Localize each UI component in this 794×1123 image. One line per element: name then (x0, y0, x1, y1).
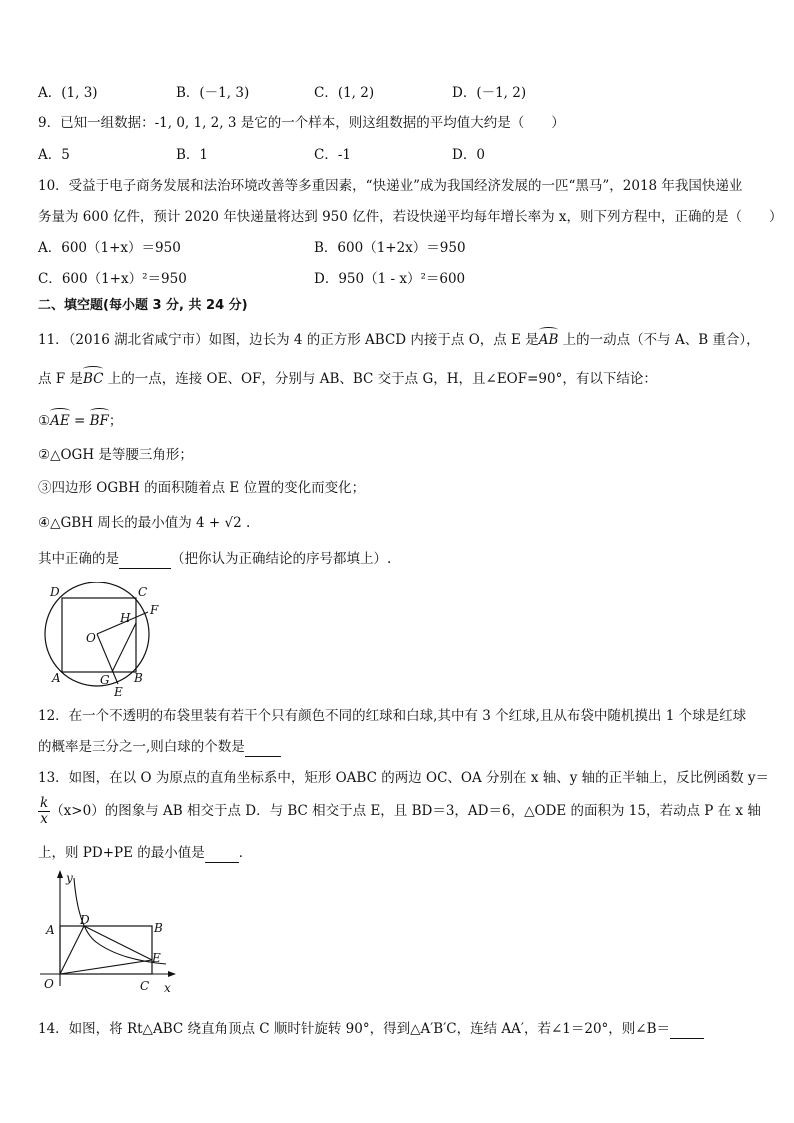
label-b: B (134, 671, 143, 685)
label-d: D (50, 585, 60, 599)
fraction-k-over-x (38, 796, 50, 827)
q9-option-a: A．5 (38, 147, 70, 163)
q13-text-3a: 上，则 PD+PE 的最小值是 (38, 845, 205, 861)
square-abcd (62, 598, 136, 672)
label-x: x (164, 981, 171, 995)
q11-line-1 (38, 329, 760, 349)
q11-answer-b: （把你认为正确结论的序号都填上）. (171, 551, 392, 567)
q10-option-b: B．600（1+2x）＝950 (314, 240, 466, 256)
label-c: C (138, 585, 148, 599)
label-c: C (140, 979, 150, 993)
segment-de (84, 926, 152, 960)
fraction-denominator: x (40, 811, 48, 827)
q12-line-2 (38, 738, 281, 757)
label-a: A (52, 671, 61, 685)
segment-od (60, 926, 84, 974)
q13-text-3b: ． (238, 845, 253, 861)
q11-line-2 (38, 368, 657, 388)
q14-text: 14．如图，将 Rt△ABC 绕直角顶点 C 顺时针旋转 90°，得到△A′B′C，连结 AA′，若∠1＝20°，则∠B＝ (38, 1021, 671, 1037)
label-f: F (150, 603, 159, 617)
q12-answer-blank[interactable] (245, 738, 281, 757)
segment-gh (112, 623, 136, 672)
q11-conclusion-3: ③四边形 OGBH 的面积随着点 E 位置的变化而变化； (38, 480, 366, 496)
arc-ae: AE (50, 410, 70, 430)
q14-line-1 (38, 1020, 704, 1039)
y-axis-arrow (57, 870, 63, 878)
q8-option-d: D．(－1, 2) (452, 85, 527, 101)
q10-option-c: C．600（1+x）²＝950 (38, 271, 187, 287)
label-g: G (100, 673, 110, 687)
q11-answer-blank[interactable] (119, 550, 171, 569)
q11-answer-line (38, 550, 391, 569)
conclusion-1-eq: = (69, 413, 90, 429)
q12-text-2a: 的概率是三分之一 (38, 739, 146, 755)
arc-bf: BF (90, 410, 109, 430)
q13-line-2 (38, 796, 761, 827)
q11-answer-a: 其中正确的是 (38, 551, 119, 567)
conclusion-1-label: ① (38, 413, 51, 429)
q11-text-2a: 点 F 是 (38, 371, 83, 387)
label-o: O (44, 977, 54, 991)
q10-line-2: 务量为 600 亿件，预计 2020 年快递量将达到 950 亿件，若设快递平均每年增长率为 x，则下列方程中，正确的是（ ） (38, 209, 783, 225)
q13-answer-blank[interactable] (205, 844, 239, 863)
arc-ab: AB (539, 329, 559, 349)
q11-conclusion-2: ②△OGH 是等腰三角形； (38, 447, 193, 463)
label-e: E (152, 951, 161, 965)
q12-text-2b: ,则白球的个数是 (146, 739, 245, 755)
q8-option-a: A．(1, 3) (38, 85, 98, 101)
label-o: O (86, 631, 96, 645)
q10-line-1: 10．受益于电子商务发展和法治环境改善等多重因素，“快递业”成为我国经济发展的一匹“黑马”，2018 年我国快递业 (38, 178, 743, 194)
label-y: y (66, 871, 73, 885)
segment-oe (60, 960, 152, 974)
q11-figure (40, 582, 170, 700)
arc-bc: BC (83, 368, 104, 388)
q13-text-2: （x>0）的图象与 AB 相交于点 D．与 BC 相交于点 E，且 BD＝3，AD＝6，△ODE 的面积为 15，若动点 P 在 x 轴 (50, 803, 761, 819)
q9-option-c: C．-1 (314, 147, 351, 163)
q11-conclusion-1 (38, 410, 122, 430)
label-h: H (120, 611, 131, 625)
q12-line-1: 12．在一个不透明的布袋里装有若干个只有颜色不同的红球和白球,其中有 3 个红球,且从布袋中随机摸出 1 个球是红球 (38, 708, 747, 724)
q10-option-a: A．600（1+x）＝950 (38, 240, 181, 256)
conclusion-1-end: ； (108, 413, 123, 429)
label-e: E (114, 685, 123, 699)
x-axis-arrow (168, 971, 176, 977)
q8-option-c: C．(1, 2) (314, 85, 375, 101)
q9-option-b: B．1 (176, 147, 209, 163)
q13-line-1: 13．如图，在以 O 为原点的直角坐标系中，矩形 OABC 的两边 OC、OA 分别在 x 轴、y 轴的正半轴上，反比例函数 y＝ (38, 770, 770, 786)
section-heading: 二、填空题(每小题 3 分, 共 24 分) (38, 298, 248, 313)
q10-option-d: D．950（1 - x）²＝600 (314, 271, 466, 287)
q11-text-1a: 11．（2016 湖北省咸宁市）如图，边长为 4 的正方形 ABCD 内接于点 O，点 E 是 (38, 332, 539, 348)
q13-line-3 (38, 844, 252, 863)
q13-figure (40, 868, 180, 996)
q14-answer-blank[interactable] (670, 1020, 704, 1039)
label-b: B (154, 921, 163, 935)
q9-option-d: D．0 (452, 147, 485, 163)
q9-stem: 9．已知一组数据：-1, 0, 1, 2, 3 是它的一个样本，则这组数据的平均值大约是（ ） (38, 115, 565, 131)
q11-text-2b: 上的一点，连接 OE、OF，分别与 AB、BC 交于点 G，H，且∠EOF=90°，有以下结论： (103, 371, 657, 387)
q11-text-1b: 上的一动点（不与 A、B 重合）， (558, 332, 760, 348)
q11-conclusion-4: ④△GBH 周长的最小值为 4 + √2 . (38, 515, 251, 531)
label-d: D (80, 913, 90, 927)
q8-option-b: B．(－1, 3) (176, 85, 250, 101)
fraction-numerator: k (40, 795, 49, 811)
label-a: A (46, 923, 55, 937)
